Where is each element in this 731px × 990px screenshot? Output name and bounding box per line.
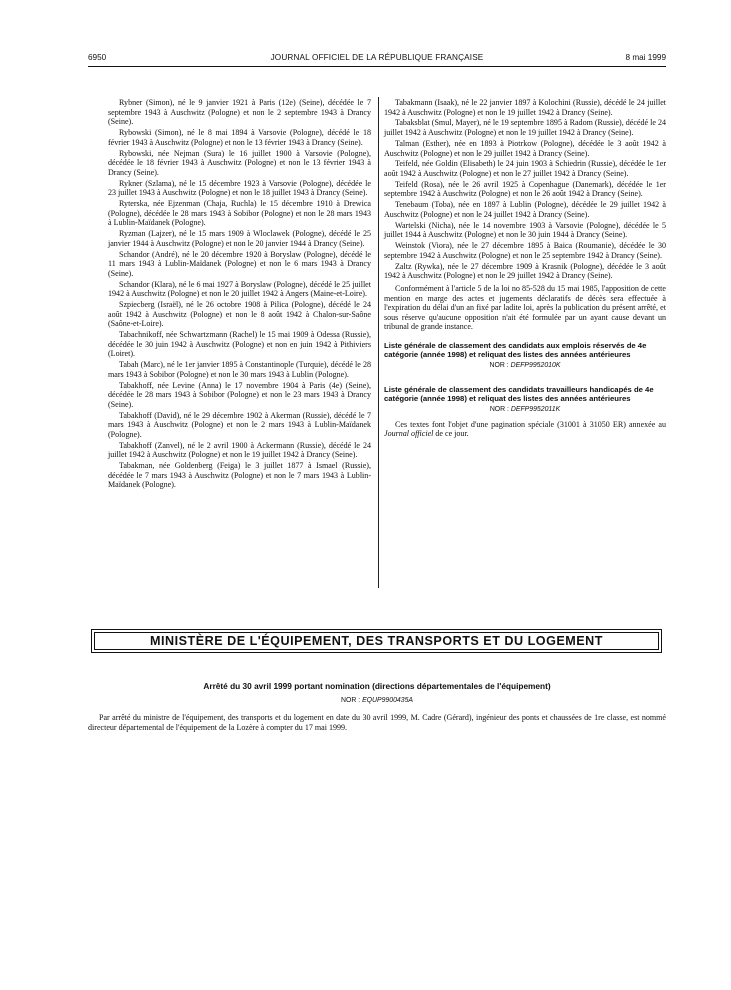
entry: Tabaksblat (Smul, Mayer), né le 19 septembre 1895 à Radom (Russie), décédé le 24 juillet 1942 à Auschwitz (Pologne) et non le 19 juillet 1942 à Drancy (Seine). — [384, 118, 666, 138]
entry: Tabah (Marc), né le 1er janvier 1895 à Constantinople (Turquie), décédé le 28 mars 1943 à Sobibor (Pologne) et non le 30 mars 1943 à Lublin (Pologne). — [108, 360, 371, 379]
entry: Schandor (Klara), né le 6 mai 1927 à Boryslaw (Pologne), décédé le 25 juillet 1942 à Auschwitz (Pologne) et non le 20 juillet 1942 à Angers (Maine-et-Loire). — [108, 279, 371, 299]
ministry-banner — [91, 629, 662, 653]
entry: Rybner (Simon), né le 9 janvier 1921 à Paris (12e) (Seine), décédée le 7 septembre 1943 à Auschwitz (Pologne) et non le 2 septembre 1943 à Drancy (Seine). — [108, 98, 371, 127]
nor-reference — [384, 405, 666, 415]
conformity-notice: Conformément à l'article 5 de la loi no 85-528 du 15 mai 1985, l'apposition de cette mention en marge des actes et jugements déclaratifs de décès sera effectuée à l'expiration du délai d'un an fixé par ladite loi, après la publication du présent arrêté, et sous réserve qu'aucune opposition n'ait été formulée par un ayant cause devant un tribunal de grande instance. — [384, 283, 666, 332]
entry: Weinstok (Viora), née le 27 décembre 1895 à Baica (Roumanie), décédée le 30 septembre 1942 à Auschwitz (Pologne) et non le 25 septembre 1942 à Drancy (Seine). — [384, 241, 666, 260]
ministry-title: MINISTÈRE DE L'ÉQUIPEMENT, DES TRANSPORTS ET DU LOGEMENT — [94, 632, 659, 650]
entry: Tabakhoff (Zanvel), né le 2 avril 1900 à Ackermann (Russie), décédé le 24 juillet 1942 à Auschwitz (Pologne) et non le 19 juillet 1942 à Drancy (Seine). — [108, 440, 371, 460]
entry: Schandor (André), né le 20 décembre 1920 à Boryslaw (Pologne), décédé le 11 mars 1943 à Lublin-Maïdanek (Pologne) et non le 6 mars 1943 à Drancy (Seine). — [108, 249, 371, 278]
entry: Ryzman (Lajzer), né le 15 mars 1909 à Wloclawek (Pologne), décédé le 25 janvier 1944 à Auschwitz (Pologne) et non le 20 janvier 1944 à Drancy (Seine). — [108, 229, 371, 248]
right-column — [384, 98, 666, 439]
section-text-start: Ces textes font l'objet d'une pagination spéciale (31001 à 31050 ER) annexée au — [395, 419, 666, 429]
issue-date: 8 mai 1999 — [625, 53, 666, 62]
header-rule — [88, 66, 666, 67]
entry: Rykner (Szlama), né le 15 décembre 1923 à Varsovie (Pologne), décédée le 23 juillet 1943 à Auschwitz (Pologne) et non le 18 juillet 1943 à Drancy (Seine). — [108, 178, 371, 198]
arrete-title: Arrêté du 30 avril 1999 portant nomination (directions départementales de l'équipement) — [203, 681, 551, 691]
nor-label: NOR : — [489, 362, 509, 370]
entry: Tabakmann (Isaak), né le 22 janvier 1897 à Kolochini (Russie), décédé le 24 juillet 1942 à Auschwitz (Pologne) et non le 19 juillet 1942 à Drancy (Seine). — [384, 98, 666, 117]
section-text — [384, 420, 666, 439]
nor-label: NOR : — [489, 406, 509, 414]
entry: Teifeld (Rosa), née le 26 avril 1925 à Copenhague (Danemark), décédée le 1er septembre 1942 à Auschwitz (Pologne) et non le 26 août 1942 à Drancy (Seine). — [384, 179, 666, 199]
entry: Tabakhoff (David), né le 29 décembre 1902 à Akerman (Russie), décédé le 7 mars 1943 à Auschwitz (Pologne) et non le 2 mars 1943 à Lublin-Maïdanek (Pologne). — [108, 410, 371, 439]
arrete-body: Par arrêté du ministre de l'équipement, des transports et du logement en date du 30 avril 1999, M. Cadre (Gérard), ingénieur des ponts et chaussées de 1re classe, est nommé directeur départemental de l'équipement de la Lozère à compter du 17 mai 1999. — [88, 713, 666, 732]
entry: Tabakhoff, née Levine (Anna) le 17 novembre 1904 à Paris (4e) (Seine), décédée le 28 mars 1943 à Sobibor (Pologne) et non le 23 mars 1943 à Drancy (Seine). — [108, 380, 371, 409]
entry: Tenebaum (Toba), née en 1897 à Lublin (Pologne), décédée le 29 juillet 1942 à Auschwitz (Pologne) et non le 24 juillet 1942 à Drancy (Seine). — [384, 200, 666, 219]
left-column — [108, 98, 371, 491]
entry: Ryterska, née Ejzenman (Chaja, Ruchla) le 15 décembre 1910 à Drewica (Pologne), décédée le 28 mars 1943 à Sobibor (Pologne) et non le 28 mars 1943 à Lublin-Maïdanek (Pologne). — [108, 199, 371, 228]
journal-title: JOURNAL OFFICIEL DE LA RÉPUBLIQUE FRANÇAISE — [270, 53, 484, 62]
nor-reference — [88, 697, 666, 704]
section-text-end: de ce jour. — [433, 429, 469, 439]
entry: Rybowski, née Nejman (Sura) le 16 juillet 1900 à Varsovie (Pologne), décédée le 18 février 1943 à Auschwitz (Pologne) et non le 13 février 1943 à Drancy (Seine). — [108, 148, 371, 177]
page-number: 6950 — [88, 53, 107, 62]
journal-reference: Journal officiel — [384, 429, 434, 439]
section-title: Liste générale de classement des candidats travailleurs handicapés de 4e catégorie (année 1998) et reliquat des listes des années antérieures — [384, 384, 654, 403]
nor-reference — [384, 361, 666, 371]
column-divider — [378, 97, 379, 588]
nor-code: EQUP9900435A — [362, 697, 414, 704]
nor-code: DEFP9952011K — [510, 406, 561, 414]
page-header — [88, 53, 666, 67]
entry: Talman (Esther), née en 1893 à Piotrkow (Pologne), décédée le 3 août 1942 à Auschwitz (Pologne) et non le 29 juillet 1942 à Drancy (Seine). — [384, 138, 666, 158]
entry: Szpiecberg (Israël), né le 26 octobre 1908 à Pilica (Pologne), décédé le 24 août 1942 à Auschwitz (Pologne) et non le 8 août 1942 à Chalon-sur-Saône (Saône-et-Loire). — [108, 300, 371, 329]
section-title: Liste générale de classement des candidats aux emplois réservés de 4e catégorie (année 1998) et reliquat des listes des années antérieures — [384, 340, 647, 359]
entry: Teifeld, née Goldin (Elisabeth) le 24 juin 1903 à Schiedrin (Russie), décédée le 1er août 1942 à Auschwitz (Pologne) et non le 27 juillet 1942 à Drancy (Seine). — [384, 159, 666, 178]
nor-label: NOR : — [340, 697, 361, 704]
entry: Tabachnikoff, née Schwartzmann (Rachel) le 15 mai 1909 à Odessa (Russie), décédée le 30 juin 1942 à Auschwitz (Pologne) et non en juin 1942 à Pithiviers (Loiret). — [108, 330, 371, 359]
entry: Wartelski (Nicha), née le 14 novembre 1903 à Varsovie (Pologne), décédée le 5 juillet 1944 à Auschwitz (Pologne) et non le 30 juin 1944 à Drancy (Seine). — [384, 220, 666, 240]
entry: Rybowski (Simon), né le 8 mai 1894 à Varsovie (Pologne), décédé le 18 février 1943 à Auschwitz (Pologne) et non le 13 février 1943 à Drancy (Seine). — [108, 128, 371, 147]
entry: Tabakman, née Goldenberg (Feiga) le 3 juillet 1877 à Ismael (Russie), décédée le 7 mars 1943 à Auschwitz (Pologne) et non le 7 mars 1943 à Lublin-Maïdanek (Pologne). — [108, 461, 371, 490]
entry: Zaltz (Rywka), née le 27 décembre 1909 à Krasnik (Pologne), décédée le 3 août 1942 à Auschwitz (Pologne) et non le 29 juillet 1942 à Drancy (Seine). — [384, 261, 666, 281]
nor-code: DEFP9952010K — [510, 362, 561, 370]
